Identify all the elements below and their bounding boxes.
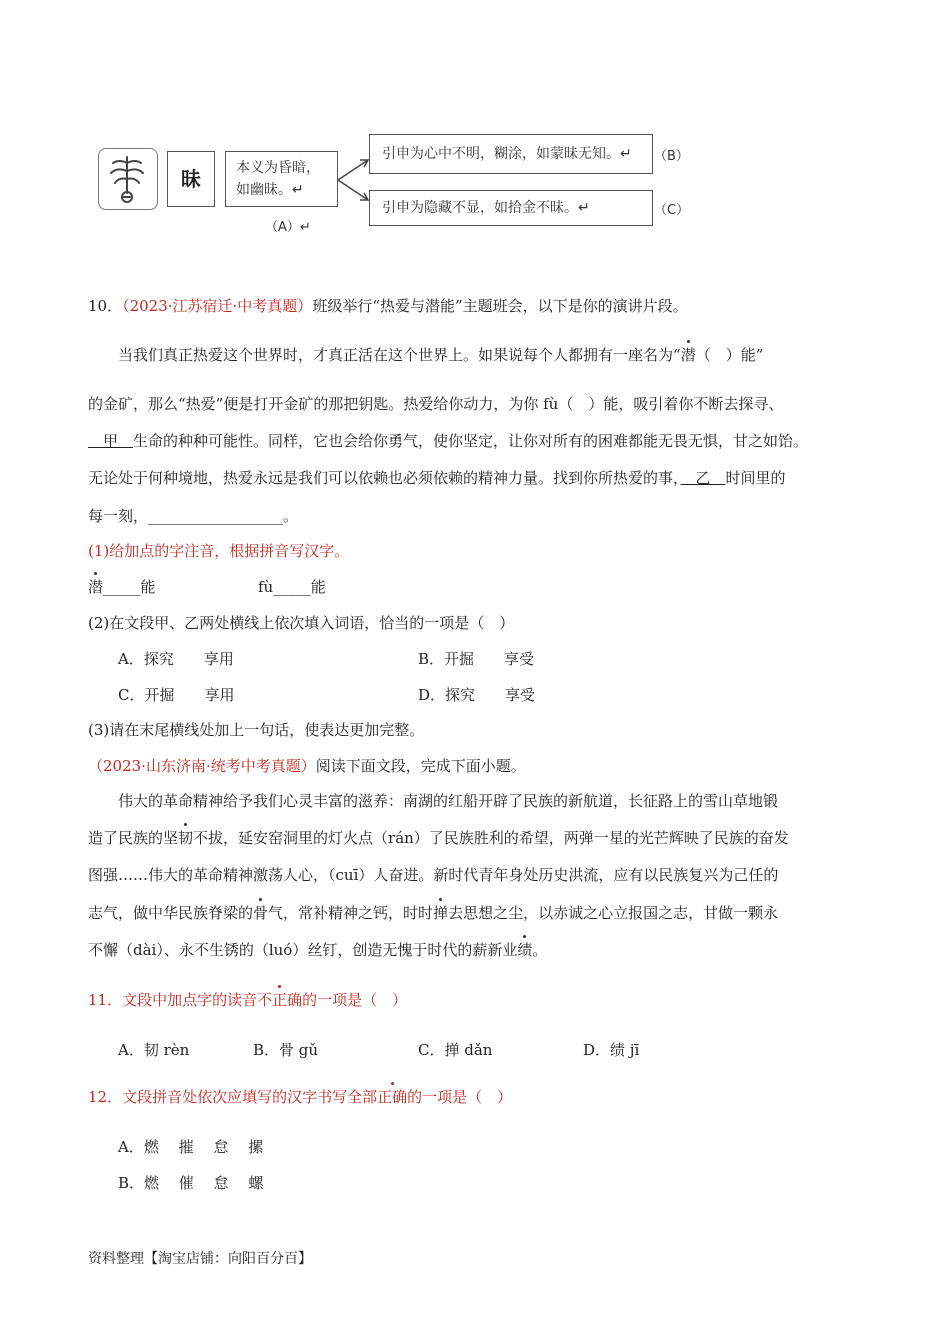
q10-passage-line5: 每一刻，__________________。: [88, 507, 299, 525]
passage2-line1: 伟大的革命精神给予我们心灵丰富的滋养：南湖的红船开辟了民族的新航道，长征路上的雪山草地锻: [118, 792, 779, 810]
label-b: （B）: [654, 149, 689, 164]
original-meaning-line2: 如幽昧。↵: [236, 182, 304, 198]
q11-number: 11．: [88, 991, 123, 1009]
q10-heading: [88, 295, 688, 317]
q11-text-a: 文段中加点字的读音: [122, 991, 258, 1009]
dotted-gu: 骨: [253, 904, 269, 922]
p2l2-a: 造了民族的坚: [88, 829, 179, 847]
q11-option-d[interactable]: D．绩 jī: [583, 1041, 640, 1059]
footer-note: 资料整理【淘宝店铺：向阳百分百】: [88, 1251, 312, 1267]
original-meaning-line1: 本义为昏暗，: [236, 160, 320, 176]
passage2-source: （2023·山东济南·统考中考真题）: [88, 757, 316, 775]
q12-text-a: 文段拼音处依次应填写的汉字书写全部: [122, 1088, 378, 1106]
branch-arrows: [336, 150, 372, 210]
q10-passage-line4: [88, 467, 786, 489]
extended-meaning-c: 引申为隐藏不显，如拾金不昧。↵: [382, 200, 590, 216]
passage2-line5: [88, 939, 547, 961]
p2l4-a: 志气，做中华民族脊梁的: [88, 904, 254, 922]
q11-option-a[interactable]: A．韧 rèn: [118, 1041, 190, 1059]
q10-sub1: (1)给加点的字注音，根据拼音写汉字。: [88, 542, 350, 560]
label-a: （A）↵: [265, 220, 311, 235]
q10-sub2: (2)在文段甲、乙两处横线上依次填入词语，恰当的一项是（ ）: [88, 614, 515, 632]
p2l4-c: 去思想之尘，以赤诚之心立报国之志，甘做一颗永: [448, 904, 779, 922]
passage2-line2: [88, 827, 789, 849]
q11-heading: [88, 989, 407, 1011]
p2l5-a: 不懈（dài）、永不生锈的（luó）丝钉，创造无愧于时代的薪新业: [88, 941, 518, 959]
passage2-line4: [88, 902, 778, 924]
dotted-dan: 掸: [433, 904, 449, 922]
q10-p1-end: （ ）能”: [695, 346, 764, 364]
passage2-line3: 图强……伟大的革命精神激荡人心，（cuī）人奋进。新时代青年身处历史洪流，应有以民族复兴为己任的: [88, 866, 779, 884]
passage2-prompt: 阅读下面文段，完成下面小题。: [315, 757, 526, 775]
dotted-ji: 绩: [517, 941, 533, 959]
q10-p4-end: 时间里的: [725, 469, 786, 487]
extended-meaning-b-box: [369, 134, 653, 174]
q12-option-a[interactable]: A．燃 摧 怠 摞: [118, 1138, 264, 1156]
sub1-blank-a: _____能: [103, 578, 156, 596]
q10-p4-text: 无论处于何种境地，热爱永远是我们可以依赖也必须依赖的精神力量。找到你所热爱的事，: [88, 469, 681, 487]
q10-p1-text: 当我们真正热爱这个世界时，才真正活在这个世界上。如果说每个人都拥有一座名为“: [118, 346, 681, 364]
dotted-ren: 韧: [178, 829, 194, 847]
q11-option-b[interactable]: B．骨 gǔ: [253, 1041, 319, 1059]
q12-heading: [88, 1086, 512, 1108]
q10-prompt: 班级举行“热爱与潜能”主题班会，以下是你的演讲片段。: [312, 297, 688, 315]
extended-meaning-c-box: [369, 190, 653, 226]
q10-sub1-blank-b: fù_____能: [258, 578, 326, 596]
q10-dotted-char: 潜: [680, 346, 696, 364]
character: 昧: [181, 167, 201, 191]
q11-option-c[interactable]: C．掸 dǎn: [418, 1041, 493, 1059]
q12-text-b: 的一项是（ ）: [407, 1088, 513, 1106]
p2l2-b: 不拔，延安窑洞里的灯火点（rán）了民族胜利的希望，两弹一星的光芒辉映了民族的奋发: [193, 829, 789, 847]
q11-text-b: 的一项是（ ）: [302, 991, 408, 1009]
p2l5-b: 。: [532, 941, 548, 959]
character-box: [167, 151, 215, 207]
q10-option-c[interactable]: C．开掘 享用: [118, 686, 235, 704]
q11-dotted-text: 不正确: [257, 991, 303, 1009]
q10-passage-line3: [88, 430, 808, 452]
blank-jia: 甲: [88, 432, 134, 450]
label-c: （C）: [654, 203, 690, 218]
passage2-heading: [88, 755, 526, 777]
q12-number: 12．: [88, 1088, 123, 1106]
q10-passage-line2: 的金矿，那么“热爱”便是打开金矿的那把钥匙。热爱给你动力，为你 fù（ ）能，吸引着你不断去探寻、: [88, 395, 784, 413]
p2l4-b: 气，常补精神之钙，时时: [268, 904, 434, 922]
q10-sub1-blank-a: [88, 576, 156, 598]
ancient-glyph-box: [98, 148, 158, 210]
q10-source: （2023·江苏宿迁·中考真题）: [122, 297, 313, 315]
extended-meaning-b: 引申为心中不明，糊涂，如蒙昧无知。↵: [382, 146, 632, 162]
q12-dotted-text: 正确: [377, 1088, 408, 1106]
sub1-dotted-char: 潜: [88, 578, 104, 596]
q10-option-b[interactable]: B．开掘 享受: [418, 650, 535, 668]
original-meaning-box: [225, 151, 338, 207]
q10-p3-text: 生命的种种可能性。同样，它也会给你勇气，使你坚定，让你对所有的困难都能无畏无惧，甘之如饴。: [133, 432, 809, 450]
q10-number: 10．: [88, 297, 123, 315]
q10-sub3: (3)请在末尾横线处加上一句话，使表达更加完整。: [88, 721, 425, 739]
q10-option-d[interactable]: D．探究 享受: [418, 686, 536, 704]
ancient-glyph-icon: [99, 149, 156, 208]
q12-option-b[interactable]: B．燃 催 怠 螺: [118, 1174, 264, 1192]
blank-yi: 乙: [680, 469, 726, 487]
q10-option-a[interactable]: A．探究 享用: [118, 650, 234, 668]
q10-passage-line1: [118, 344, 763, 366]
